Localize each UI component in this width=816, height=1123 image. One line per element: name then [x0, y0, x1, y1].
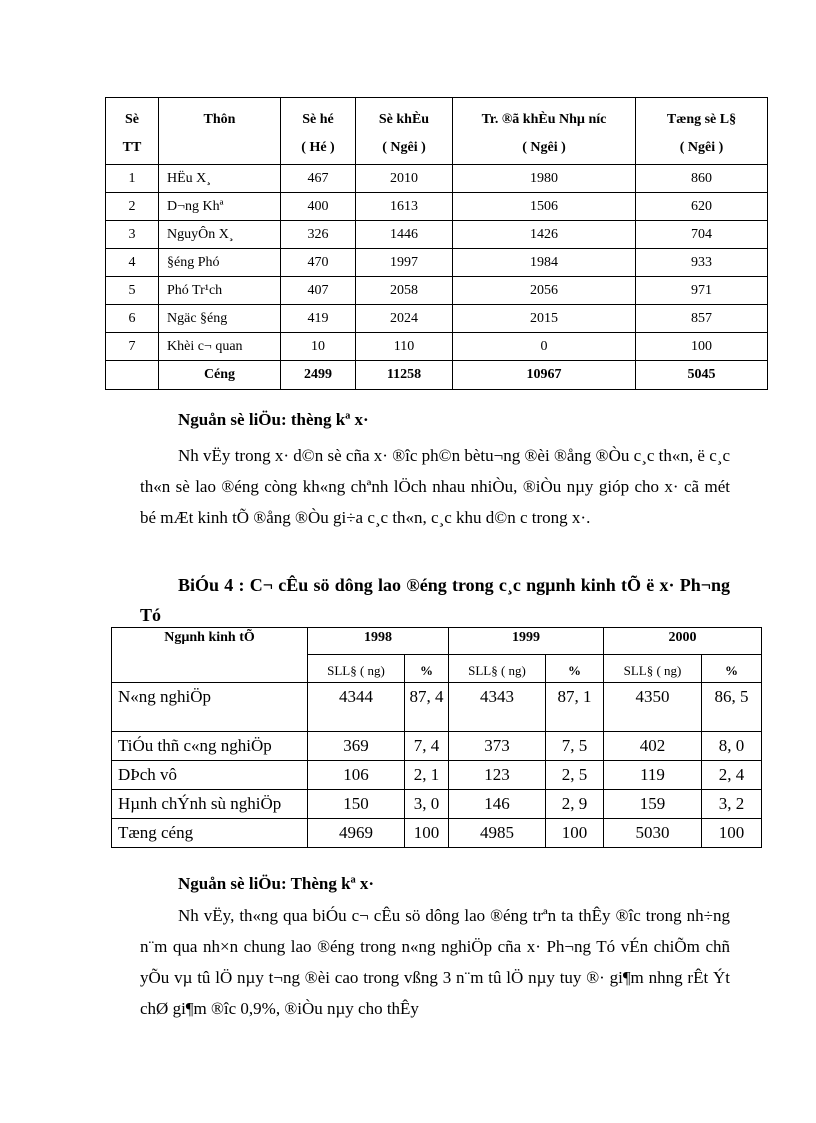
cell: 857 — [636, 305, 768, 333]
cell: 4 — [106, 249, 159, 277]
cell: 110 — [356, 333, 453, 361]
source-note-1: Nguån sè liÖu: thèng kª x· — [178, 410, 369, 429]
cell: TiÓu thñ c«ng nghiÖp — [112, 732, 308, 761]
table-row — [106, 277, 768, 305]
cell: 326 — [281, 221, 356, 249]
source-note-2: Nguån sè liÖu: Thèng kª x· — [178, 874, 375, 893]
cell: 146 — [449, 790, 546, 819]
subheader-cell: SLL§ ( ng) — [449, 655, 546, 683]
cell: 1506 — [453, 193, 636, 221]
cell — [106, 361, 159, 390]
cell: 369 — [308, 732, 405, 761]
cell: Ngäc §éng — [159, 305, 281, 333]
cell: 11258 — [356, 361, 453, 390]
cell: 3, 0 — [405, 790, 449, 819]
cell: 106 — [308, 761, 405, 790]
cell: 1426 — [453, 221, 636, 249]
subheader-cell: % — [702, 655, 762, 683]
cell: 100 — [546, 819, 604, 848]
cell: 2, 4 — [702, 761, 762, 790]
cell: 1980 — [453, 165, 636, 193]
cell: 119 — [604, 761, 702, 790]
cell: DÞch vô — [112, 761, 308, 790]
cell: Phó Tr¹ch — [159, 277, 281, 305]
chart-heading: BiÓu 4 : C¬ cÊu sö dông lao ®éng trong c¸c ngµnh kinh tÕ ë x· Ph¬ng Tó — [140, 575, 730, 625]
cell: 467 — [281, 165, 356, 193]
cell: 100 — [636, 333, 768, 361]
cell: Céng — [159, 361, 281, 390]
paragraph-1: Nh vËy trong x· d©n sè cña x· ®îc ph©n bètu¬ng ®èi ®ång ®Òu c¸c th«n, ë c¸c th«n sè lao ®éng còng kh«ng chªnh lÖch nhau nhiÒu, ®iÒu nµy gióp cho x· cã mét bé mÆt kinh tÕ ®ång ®Òu gi÷a c¸c th«n, c¸c khu d©n c trong x·. — [140, 446, 730, 527]
cell: 4343 — [449, 683, 546, 732]
table-row — [106, 221, 768, 249]
cell: 1984 — [453, 249, 636, 277]
cell: 419 — [281, 305, 356, 333]
cell: Tæng céng — [112, 819, 308, 848]
cell: 150 — [308, 790, 405, 819]
cell: 704 — [636, 221, 768, 249]
table-row — [112, 683, 762, 732]
header-cell: Thôn — [159, 98, 281, 165]
subheader-cell: % — [405, 655, 449, 683]
header-cell: Tæng sè L§ ( Ngêi ) — [636, 98, 768, 165]
cell: 2499 — [281, 361, 356, 390]
cell: 8, 0 — [702, 732, 762, 761]
header-cell: Sè hé ( Hé ) — [281, 98, 356, 165]
cell: 2010 — [356, 165, 453, 193]
header-cell: Sè TT — [106, 98, 159, 165]
cell: 100 — [405, 819, 449, 848]
cell: 4350 — [604, 683, 702, 732]
cell: 2056 — [453, 277, 636, 305]
year-header: 2000 — [604, 628, 762, 655]
cell: 7, 5 — [546, 732, 604, 761]
table-row — [106, 165, 768, 193]
cell: 1446 — [356, 221, 453, 249]
table-row — [112, 790, 762, 819]
cell: 2, 9 — [546, 790, 604, 819]
cell: 7 — [106, 333, 159, 361]
cell: 5030 — [604, 819, 702, 848]
cell: N«ng nghiÖp — [112, 683, 308, 732]
cell: 402 — [604, 732, 702, 761]
table-row — [106, 333, 768, 361]
table-header-row — [106, 98, 768, 165]
header-cell: Tr. ®ã khÈu Nhµ níc ( Ngêi ) — [453, 98, 636, 165]
year-header: 1999 — [449, 628, 604, 655]
header-cell: Ngµnh kinh tÕ — [112, 628, 308, 683]
cell: Khèi c¬ quan — [159, 333, 281, 361]
cell: 5 — [106, 277, 159, 305]
cell: HËu X¸ — [159, 165, 281, 193]
cell: 7, 4 — [405, 732, 449, 761]
year-header: 1998 — [308, 628, 449, 655]
table-header-row — [112, 628, 762, 655]
labor-structure-table — [111, 627, 762, 848]
table-row — [112, 732, 762, 761]
cell: 0 — [453, 333, 636, 361]
cell: 10 — [281, 333, 356, 361]
cell: 2, 1 — [405, 761, 449, 790]
cell: D¬ng Khª — [159, 193, 281, 221]
cell: 407 — [281, 277, 356, 305]
cell: 4985 — [449, 819, 546, 848]
cell: 87, 1 — [546, 683, 604, 732]
subheader-cell: % — [546, 655, 604, 683]
cell: 123 — [449, 761, 546, 790]
table-row — [112, 761, 762, 790]
cell: 933 — [636, 249, 768, 277]
cell: 159 — [604, 790, 702, 819]
paragraph-2: Nh vËy, th«ng qua biÓu c¬ cÊu sö dông lao ®éng trªn ta thÊy ®îc trong nh÷ng n¨m qua nh×n chung lao ®éng trong n«ng nghiÖp cña x· Ph¬ng Tó vÉn chiÕm chñ yÕu vµ tû lÖ nµy t¬ng ®èi cao trong vßng 3 n¨m tû lÖ nµy tuy ®· gi¶m nhng rÊt Ýt chØ gi¶m ®îc 0,9%, ®iÒu nµy cho thÊy — [140, 906, 730, 1018]
cell: 2 — [106, 193, 159, 221]
cell: 400 — [281, 193, 356, 221]
cell: 620 — [636, 193, 768, 221]
table-row — [106, 249, 768, 277]
table-row — [106, 305, 768, 333]
cell: 860 — [636, 165, 768, 193]
cell: 86, 5 — [702, 683, 762, 732]
cell: 3 — [106, 221, 159, 249]
cell: 1 — [106, 165, 159, 193]
cell: 6 — [106, 305, 159, 333]
table-row — [112, 819, 762, 848]
cell: 470 — [281, 249, 356, 277]
cell: 373 — [449, 732, 546, 761]
cell: 4344 — [308, 683, 405, 732]
households-table — [105, 97, 768, 390]
table-row — [106, 193, 768, 221]
cell: 2, 5 — [546, 761, 604, 790]
cell: 3, 2 — [702, 790, 762, 819]
cell: 10967 — [453, 361, 636, 390]
cell: 100 — [702, 819, 762, 848]
cell: 971 — [636, 277, 768, 305]
table-total-row — [106, 361, 768, 390]
cell: 1997 — [356, 249, 453, 277]
header-cell: Sè khÈu ( Ngêi ) — [356, 98, 453, 165]
subheader-cell: SLL§ ( ng) — [308, 655, 405, 683]
cell: §éng Phó — [159, 249, 281, 277]
cell: 1613 — [356, 193, 453, 221]
cell: 2015 — [453, 305, 636, 333]
subheader-cell: SLL§ ( ng) — [604, 655, 702, 683]
cell: 2024 — [356, 305, 453, 333]
cell: Hµnh chÝnh sù nghiÖp — [112, 790, 308, 819]
cell: 4969 — [308, 819, 405, 848]
cell: 5045 — [636, 361, 768, 390]
cell: NguyÔn X¸ — [159, 221, 281, 249]
cell: 87, 4 — [405, 683, 449, 732]
cell: 2058 — [356, 277, 453, 305]
